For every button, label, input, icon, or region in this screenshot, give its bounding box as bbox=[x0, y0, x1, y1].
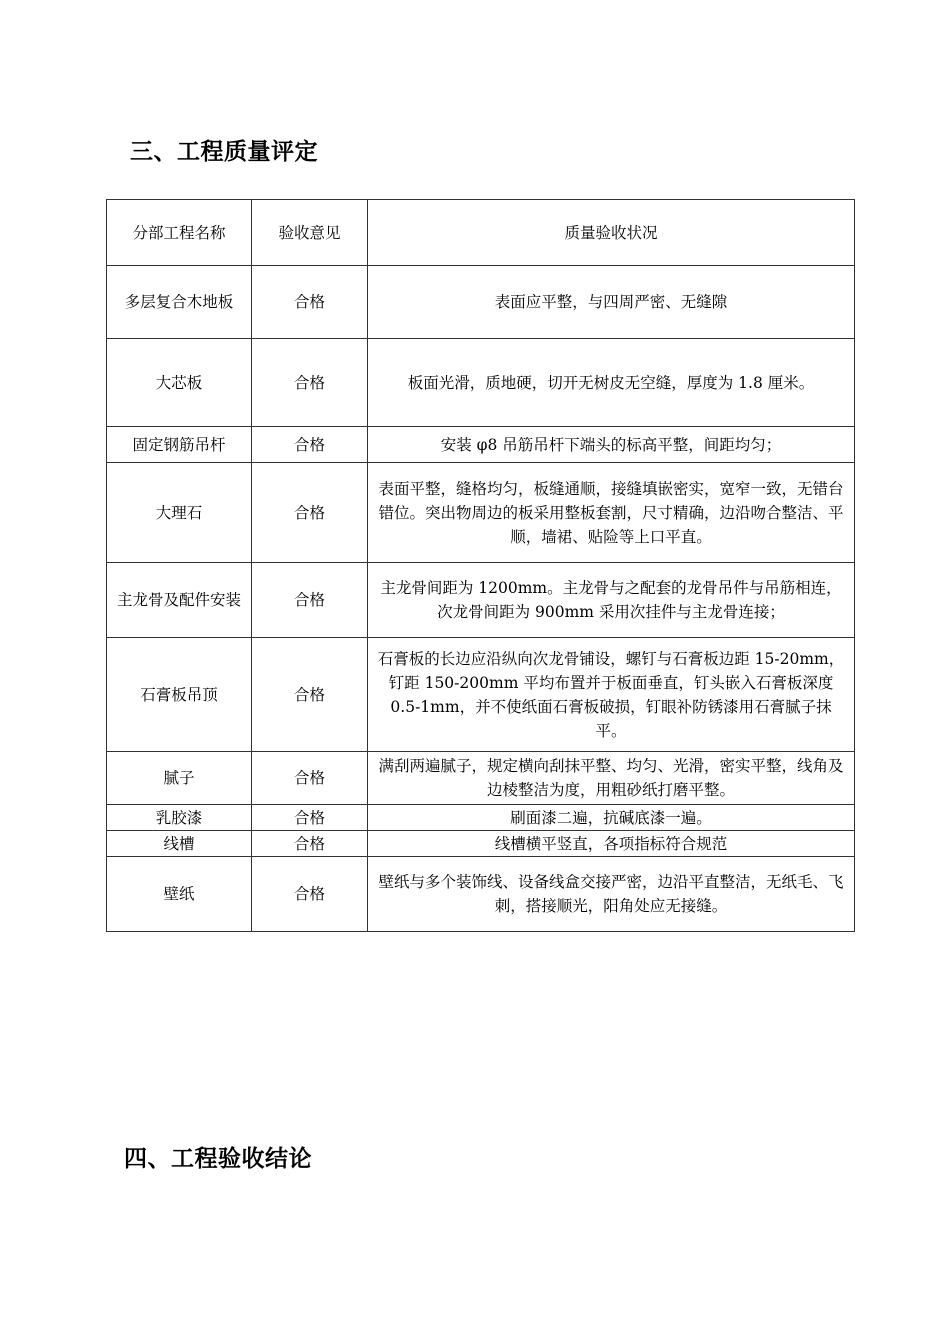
status-cell: 主龙骨间距为 1200mm。主龙骨与之配套的龙骨吊件与吊筋相连，次龙骨间距为 900mm 采用次挂件与主龙骨连接； bbox=[368, 563, 855, 638]
item-name-cell: 多层复合木地板 bbox=[107, 266, 252, 339]
table-row bbox=[107, 266, 855, 339]
table-row bbox=[107, 831, 855, 857]
table-header-row bbox=[107, 200, 855, 266]
opinion-cell: 合格 bbox=[252, 463, 368, 563]
opinion-cell: 合格 bbox=[252, 638, 368, 752]
table-row bbox=[107, 463, 855, 563]
table-row bbox=[107, 752, 855, 805]
item-name-cell: 主龙骨及配件安装 bbox=[107, 563, 252, 638]
item-name-cell: 壁纸 bbox=[107, 857, 252, 932]
item-name-cell: 大理石 bbox=[107, 463, 252, 563]
item-name-cell: 乳胶漆 bbox=[107, 805, 252, 831]
item-name-cell: 固定钢筋吊杆 bbox=[107, 427, 252, 463]
item-name-cell: 大芯板 bbox=[107, 339, 252, 427]
table-row bbox=[107, 638, 855, 752]
item-name-cell: 腻子 bbox=[107, 752, 252, 805]
item-name-cell: 石膏板吊顶 bbox=[107, 638, 252, 752]
opinion-cell: 合格 bbox=[252, 831, 368, 857]
opinion-cell: 合格 bbox=[252, 563, 368, 638]
status-cell: 板面光滑，质地硬，切开无树皮无空缝，厚度为 1.8 厘米。 bbox=[368, 339, 855, 427]
opinion-cell: 合格 bbox=[252, 339, 368, 427]
opinion-cell: 合格 bbox=[252, 857, 368, 932]
opinion-cell: 合格 bbox=[252, 266, 368, 339]
table-row bbox=[107, 563, 855, 638]
header-cell: 质量验收状况 bbox=[368, 200, 855, 266]
status-cell: 石膏板的长边应沿纵向次龙骨铺设，螺钉与石膏板边距 15-20mm，钉距 150-200mm 平均布置并于板面垂直，钉头嵌入石膏板深度 0.5-1mm，并不使纸面石膏板破损，钉眼补防锈漆用石膏腻子抹平。 bbox=[368, 638, 855, 752]
section-title-quality-assessment: 三、工程质量评定 bbox=[130, 139, 318, 165]
status-cell: 刷面漆二遍，抗碱底漆一遍。 bbox=[368, 805, 855, 831]
status-cell: 壁纸与多个装饰线、设备线盒交接严密，边沿平直整洁，无纸毛、飞刺，搭接顺光，阳角处应无接缝。 bbox=[368, 857, 855, 932]
section-title-acceptance-conclusion: 四、工程验收结论 bbox=[124, 1146, 312, 1172]
table-row bbox=[107, 805, 855, 831]
table-row bbox=[107, 339, 855, 427]
status-cell: 安装 φ8 吊筋吊杆下端头的标高平整，间距均匀； bbox=[368, 427, 855, 463]
header-cell: 分部工程名称 bbox=[107, 200, 252, 266]
status-cell: 表面平整，缝格均匀，板缝通顺，接缝填嵌密实，宽窄一致，无错台错位。突出物周边的板采用整板套割，尺寸精确，边沿吻合整洁、平顺，墙裙、贴险等上口平直。 bbox=[368, 463, 855, 563]
table-row bbox=[107, 857, 855, 932]
table-row bbox=[107, 427, 855, 463]
quality-assessment-table bbox=[106, 199, 855, 932]
opinion-cell: 合格 bbox=[252, 427, 368, 463]
status-cell: 表面应平整，与四周严密、无缝隙 bbox=[368, 266, 855, 339]
opinion-cell: 合格 bbox=[252, 752, 368, 805]
item-name-cell: 线槽 bbox=[107, 831, 252, 857]
status-cell: 满刮两遍腻子，规定横向刮抹平整、均匀、光滑，密实平整，线角及边棱整洁为度，用粗砂纸打磨平整。 bbox=[368, 752, 855, 805]
status-cell: 线槽横平竖直，各项指标符合规范 bbox=[368, 831, 855, 857]
opinion-cell: 合格 bbox=[252, 805, 368, 831]
header-cell: 验收意见 bbox=[252, 200, 368, 266]
